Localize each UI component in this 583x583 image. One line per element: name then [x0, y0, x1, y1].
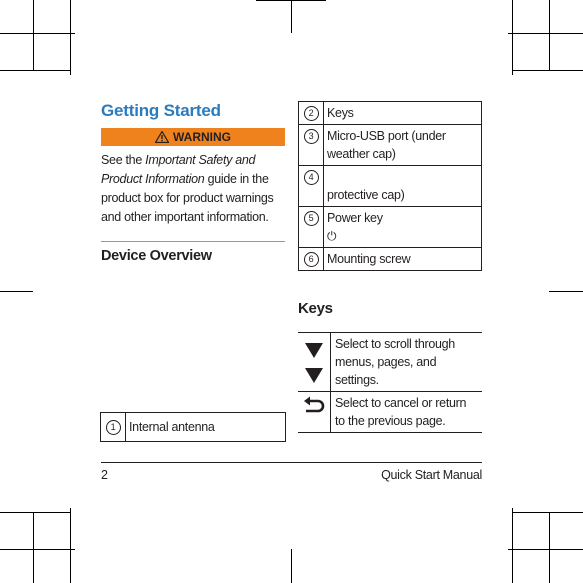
intro-doc-title: Important Safety and Product Information — [101, 153, 256, 186]
crop-mark — [70, 0, 71, 75]
crop-mark — [549, 512, 550, 583]
section-heading: Device Overview — [101, 248, 212, 264]
callout-number: 3 — [304, 129, 319, 144]
footer-title: Quick Start Manual — [381, 468, 482, 482]
legend-row — [299, 166, 482, 207]
crop-mark — [0, 291, 33, 292]
key-row — [298, 333, 482, 392]
section-heading: Keys — [298, 300, 333, 317]
callout-number: 4 — [304, 170, 319, 185]
down-arrow-icon — [305, 343, 323, 358]
key-icon-cell — [298, 333, 331, 392]
legend-label: Micro-USB port (under weather cap) — [324, 125, 482, 166]
legend-number-cell — [299, 207, 324, 248]
key-description: Select to cancel or return to the previous page. — [331, 392, 483, 433]
crop-mark — [291, 0, 292, 33]
legend-number-cell — [299, 248, 324, 271]
intro-text: See the — [101, 153, 146, 167]
crop-mark — [512, 508, 513, 583]
callout-number: 2 — [304, 106, 319, 121]
legend-label: Keys — [324, 102, 482, 125]
legend-number-cell — [299, 125, 324, 166]
crop-mark — [512, 70, 583, 71]
crop-mark — [0, 512, 70, 513]
legend-number-cell — [299, 102, 324, 125]
key-row — [298, 392, 482, 433]
legend-label: Mounting screw — [324, 248, 482, 271]
intro-paragraph — [101, 151, 287, 227]
power-icon: ⏻ — [327, 229, 337, 243]
crop-mark — [256, 0, 326, 1]
crop-mark — [0, 33, 75, 34]
crop-mark — [549, 291, 583, 292]
warning-label: WARNING — [173, 130, 231, 144]
legend-table — [100, 412, 286, 442]
legend-label — [324, 166, 482, 207]
key-description: Select to scroll through menus, pages, and settings. — [331, 333, 483, 392]
legend-label — [324, 207, 482, 248]
back-arrow-icon — [303, 396, 325, 414]
legend-row — [299, 248, 482, 271]
page-number: 2 — [101, 468, 108, 482]
legend-number-cell — [101, 413, 126, 442]
warning-banner — [101, 128, 285, 146]
crop-mark — [0, 549, 75, 550]
keys-table — [298, 332, 482, 433]
legend-row — [101, 413, 286, 442]
legend-row — [299, 125, 482, 166]
legend-label-text: Power key — [327, 211, 383, 225]
crop-mark — [33, 0, 34, 70]
crop-mark — [508, 33, 583, 34]
intro-text: guide in the product box for product warnings and other important information. — [101, 172, 274, 224]
legend-row — [299, 207, 482, 248]
page-heading: Getting Started — [101, 101, 221, 120]
divider — [101, 241, 285, 242]
crop-mark — [508, 549, 583, 550]
legend-number-cell — [299, 166, 324, 207]
warning-icon — [155, 131, 169, 143]
crop-mark — [33, 512, 34, 583]
callout-number: 5 — [304, 211, 319, 226]
callout-number: 6 — [304, 252, 319, 267]
key-icon-cell — [298, 392, 331, 433]
crop-mark — [549, 0, 550, 70]
legend-table — [298, 101, 482, 271]
callout-number: 1 — [106, 420, 121, 435]
crop-mark — [70, 508, 71, 583]
crop-mark — [0, 70, 70, 71]
down-arrow-icon — [305, 368, 323, 383]
legend-row — [299, 102, 482, 125]
footer-divider — [101, 462, 482, 463]
legend-label: Internal antenna — [126, 413, 286, 442]
crop-mark — [512, 0, 513, 75]
legend-label-text: protective cap) — [327, 188, 405, 202]
crop-mark — [512, 512, 583, 513]
crop-mark — [291, 549, 292, 583]
